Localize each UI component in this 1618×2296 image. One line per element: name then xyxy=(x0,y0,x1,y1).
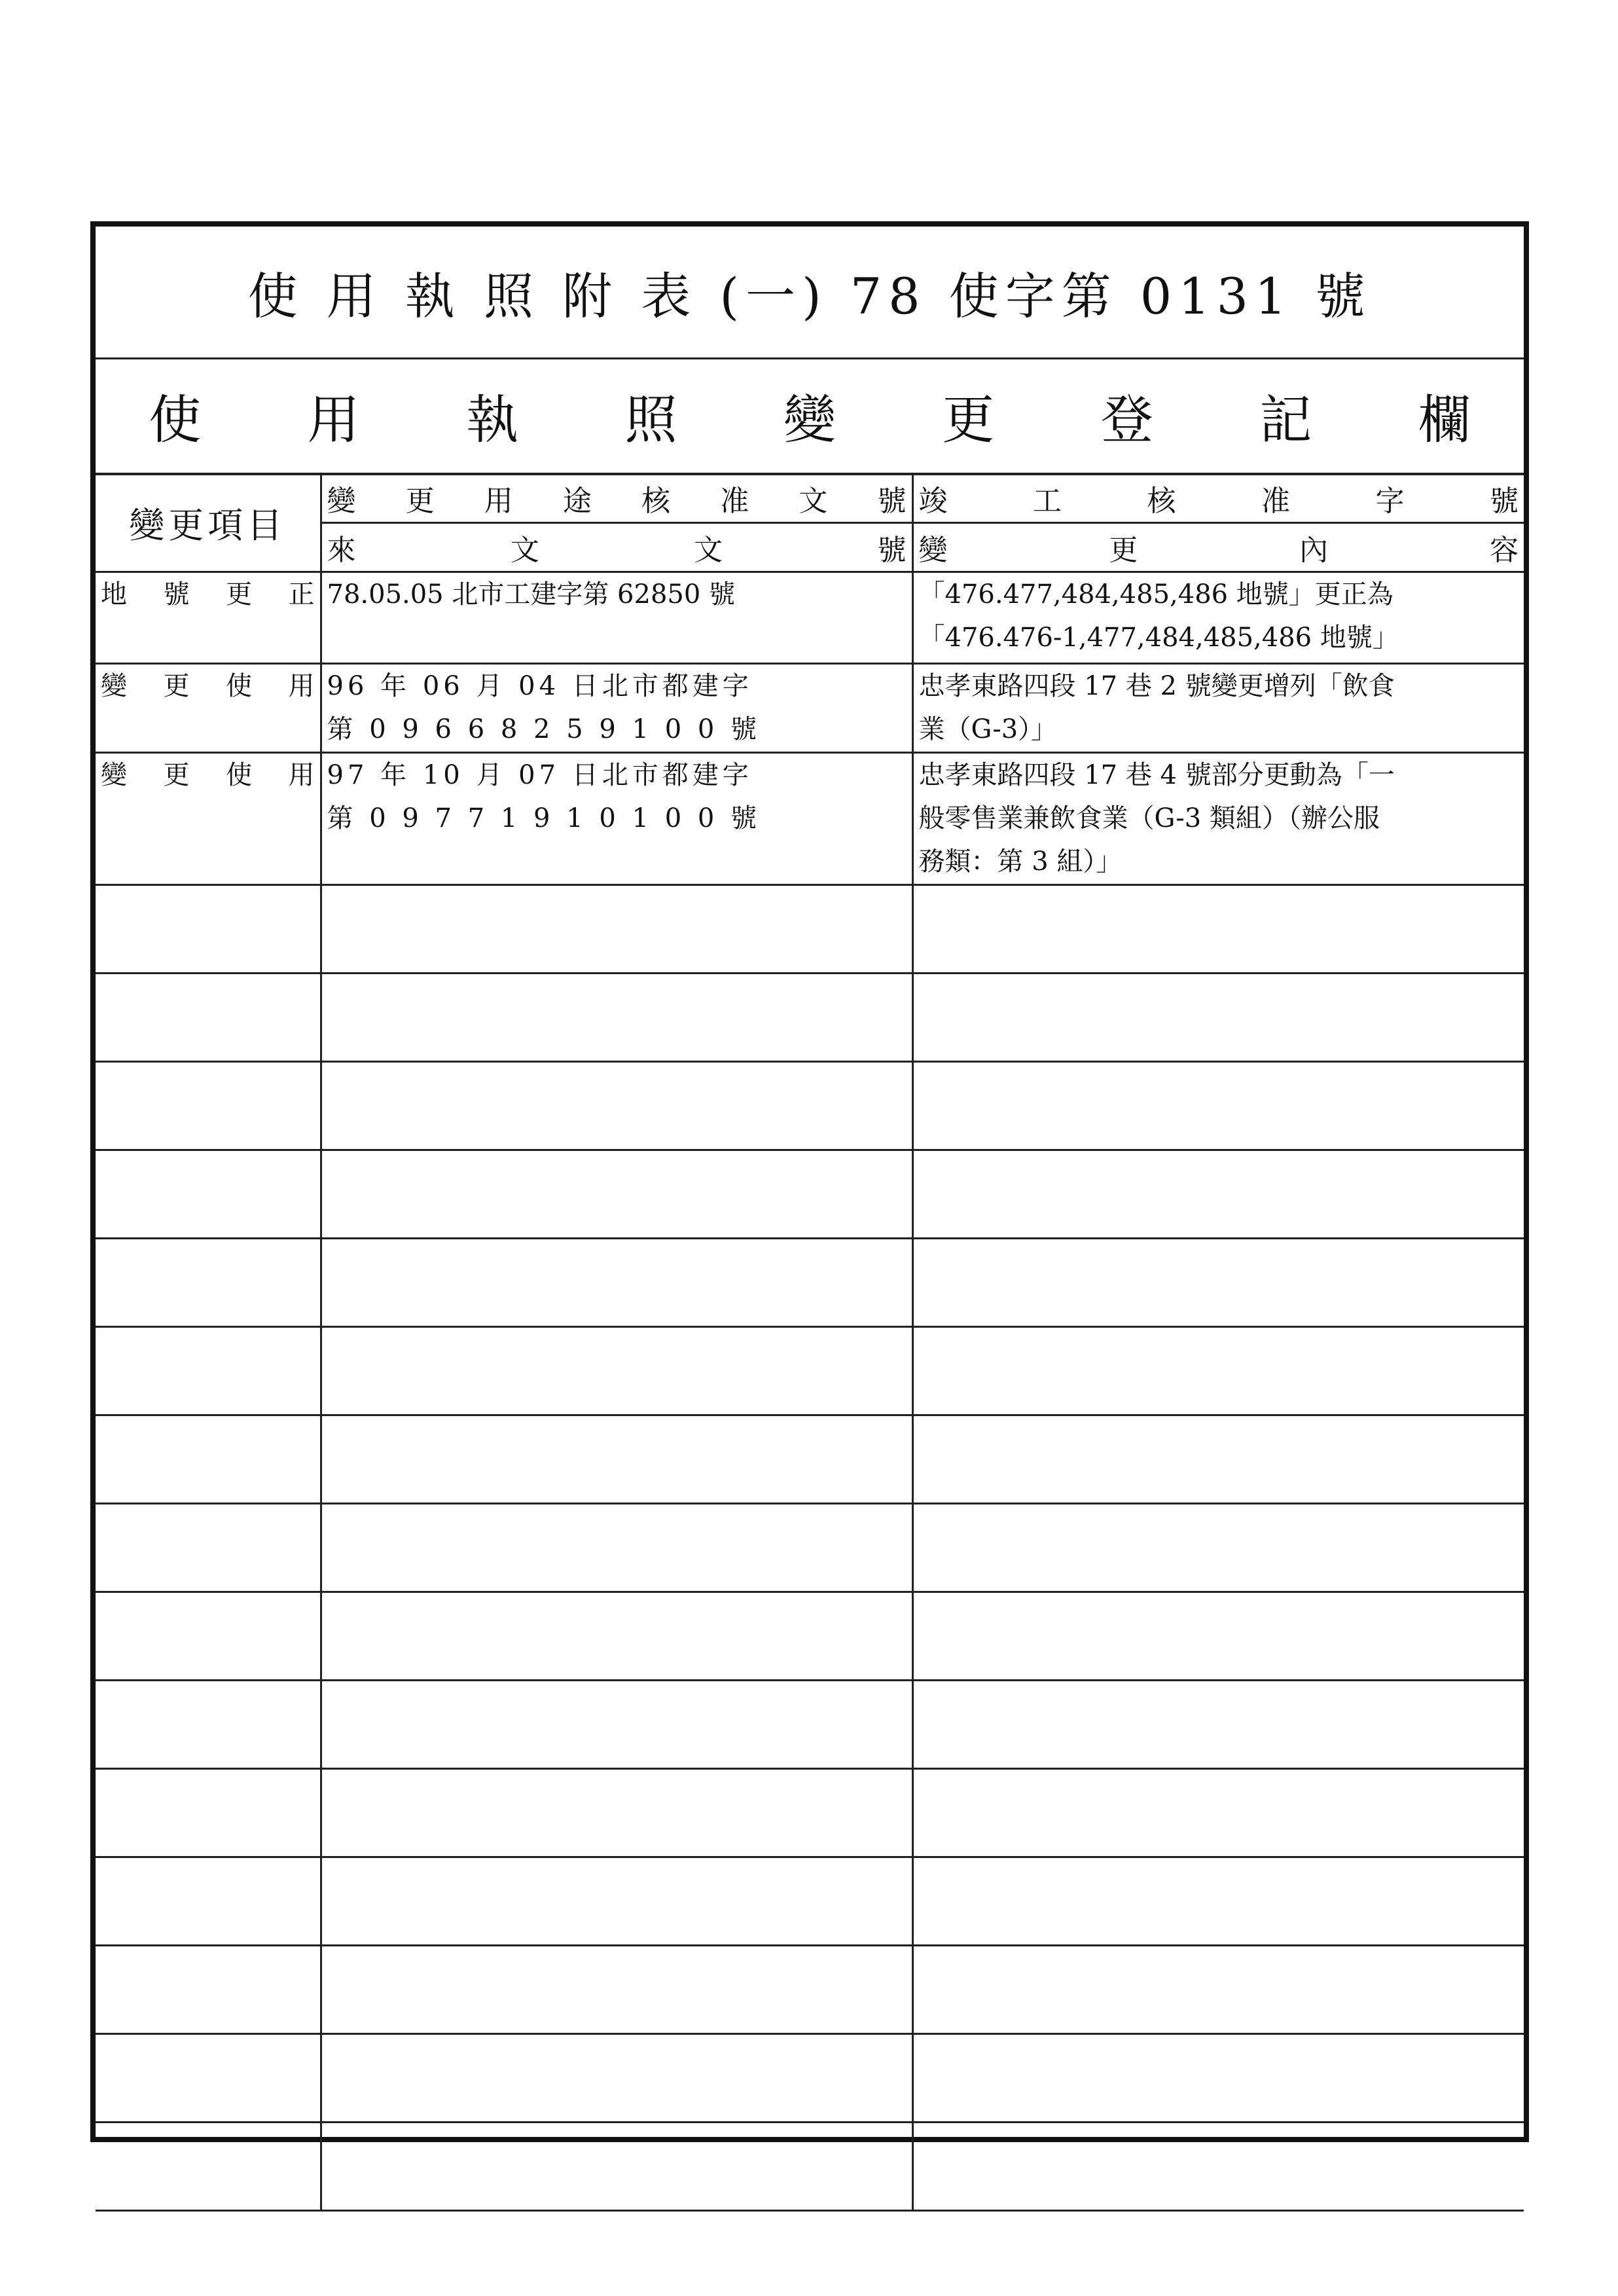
change-item-cell xyxy=(96,753,321,885)
form-frame xyxy=(90,221,1529,2142)
empty-row xyxy=(96,1857,1524,1946)
document-number-cell xyxy=(321,753,912,885)
section-title-char: 登 xyxy=(1100,389,1153,450)
header-char: 更 xyxy=(405,484,435,518)
empty-cell xyxy=(912,1327,1524,1415)
section-title xyxy=(96,357,1524,475)
header-change-content xyxy=(912,523,1524,572)
empty-row xyxy=(96,1681,1524,1769)
empty-cell xyxy=(912,1681,1524,1769)
section-title-char: 記 xyxy=(1259,389,1312,450)
header-completion-no xyxy=(912,474,1524,523)
empty-cell xyxy=(912,1150,1524,1239)
header-char: 工 xyxy=(1033,484,1062,518)
empty-cell xyxy=(321,1681,912,1769)
header-char: 途 xyxy=(562,484,592,518)
empty-cell xyxy=(912,1239,1524,1327)
empty-row xyxy=(96,2123,1524,2211)
empty-cell xyxy=(96,974,321,1062)
item-char: 更 xyxy=(226,579,252,610)
document-number-cell xyxy=(321,572,912,664)
empty-cell xyxy=(96,1504,321,1592)
section-title-char: 執 xyxy=(466,389,519,450)
header-char: 號 xyxy=(1490,484,1519,518)
change-item-cell xyxy=(96,572,321,664)
item-char: 使 xyxy=(226,760,252,790)
header-char: 准 xyxy=(1261,484,1290,518)
empty-row xyxy=(96,1504,1524,1592)
empty-cell xyxy=(96,2034,321,2123)
empty-row xyxy=(96,1946,1524,2034)
header-char: 變 xyxy=(327,484,356,518)
table-header-row xyxy=(96,474,1524,523)
header-char: 來 xyxy=(327,534,356,567)
header-char: 竣 xyxy=(918,484,948,518)
empty-cell xyxy=(321,1062,912,1150)
header-char: 准 xyxy=(720,484,749,518)
document-number-line: 第 0 9 6 6 8 2 5 9 1 0 0 號 xyxy=(327,714,761,744)
item-char: 變 xyxy=(101,671,127,701)
change-content-line: 「476.476-1,477,484,485,486 地號」 xyxy=(918,623,1399,653)
empty-row xyxy=(96,1062,1524,1150)
header-char: 文 xyxy=(510,534,539,567)
empty-cell xyxy=(96,885,321,974)
empty-cell xyxy=(96,1327,321,1415)
item-char: 地 xyxy=(101,579,127,610)
empty-cell xyxy=(912,885,1524,974)
change-content-line: 務類：第 3 組）」 xyxy=(918,847,1123,877)
section-title-char: 照 xyxy=(624,389,677,450)
empty-cell xyxy=(321,1857,912,1946)
change-content-line: 般零售業兼飲食業（G-3 類組）（辦公服 xyxy=(918,803,1380,833)
section-title-char: 使 xyxy=(149,389,202,450)
item-char: 使 xyxy=(226,671,252,701)
empty-row xyxy=(96,1150,1524,1239)
empty-row xyxy=(96,974,1524,1062)
header-char: 變 xyxy=(918,534,948,567)
empty-cell xyxy=(96,1681,321,1769)
document-number-line: 96 年 06 月 04 日北市都建字 xyxy=(327,671,753,701)
header-char: 核 xyxy=(1147,484,1176,518)
change-content-cell xyxy=(912,753,1524,885)
item-char: 用 xyxy=(288,671,315,701)
empty-cell xyxy=(321,1504,912,1592)
empty-cell xyxy=(912,1769,1524,1857)
change-content-cell xyxy=(912,572,1524,664)
empty-cell xyxy=(321,1946,912,2034)
section-title-char: 用 xyxy=(307,389,360,450)
empty-row xyxy=(96,1769,1524,1857)
empty-row xyxy=(96,1239,1524,1327)
section-title-char: 欄 xyxy=(1418,389,1471,450)
empty-cell xyxy=(912,1592,1524,1681)
empty-cell xyxy=(321,974,912,1062)
empty-cell xyxy=(96,1150,321,1239)
header-incoming-doc-no xyxy=(321,523,912,572)
header-char: 內 xyxy=(1299,534,1329,567)
change-content-line: 「476.477,484,485,486 地號」更正為 xyxy=(918,579,1393,610)
item-char: 更 xyxy=(163,671,190,701)
empty-cell xyxy=(321,885,912,974)
empty-cell xyxy=(912,1504,1524,1592)
empty-cell xyxy=(96,1769,321,1857)
empty-cell xyxy=(321,1150,912,1239)
empty-cell xyxy=(321,2123,912,2211)
empty-row xyxy=(96,1415,1524,1504)
item-char: 變 xyxy=(101,760,127,790)
item-char: 正 xyxy=(288,579,315,610)
change-content-line: 業（G-3）」 xyxy=(918,714,1058,744)
empty-cell xyxy=(96,2123,321,2211)
empty-cell xyxy=(96,1415,321,1504)
item-char: 更 xyxy=(163,760,190,790)
header-char: 號 xyxy=(877,484,907,518)
section-title-char: 變 xyxy=(783,389,836,450)
document-title: 使 用 執 照 附 表 (一) 78 使字第 0131 號 xyxy=(96,227,1524,359)
empty-cell xyxy=(912,2123,1524,2211)
change-register-table xyxy=(96,473,1524,2212)
header-char: 核 xyxy=(641,484,671,518)
empty-cell xyxy=(321,1415,912,1504)
empty-cell xyxy=(912,1415,1524,1504)
header-char: 用 xyxy=(484,484,513,518)
document-number-line: 第 0 9 7 7 1 9 1 0 1 0 0 號 xyxy=(327,803,761,833)
section-title-char: 更 xyxy=(942,389,995,450)
empty-cell xyxy=(321,1327,912,1415)
document-number-cell xyxy=(321,664,912,753)
header-char: 號 xyxy=(877,534,907,567)
change-item-cell xyxy=(96,664,321,753)
document-number-line: 97 年 10 月 07 日北市都建字 xyxy=(327,760,753,790)
header-char: 更 xyxy=(1109,534,1138,567)
table-row xyxy=(96,753,1524,885)
empty-row xyxy=(96,2034,1524,2123)
empty-cell xyxy=(96,1062,321,1150)
empty-cell xyxy=(912,1946,1524,2034)
header-char: 文 xyxy=(799,484,828,518)
empty-cell xyxy=(96,1239,321,1327)
empty-cell xyxy=(912,1062,1524,1150)
empty-cell xyxy=(96,1857,321,1946)
empty-cell xyxy=(912,974,1524,1062)
header-change-item: 變更項目 xyxy=(96,474,321,572)
empty-cell xyxy=(321,1239,912,1327)
empty-cell xyxy=(321,2034,912,2123)
change-content-line: 忠孝東路四段 17 巷 2 號變更增列「飲食 xyxy=(918,671,1395,701)
item-char: 號 xyxy=(163,579,190,610)
empty-cell xyxy=(96,1946,321,2034)
empty-row xyxy=(96,1327,1524,1415)
change-content-cell xyxy=(912,664,1524,753)
empty-cell xyxy=(321,1769,912,1857)
table-row xyxy=(96,572,1524,664)
empty-cell xyxy=(912,2034,1524,2123)
empty-cell xyxy=(321,1592,912,1681)
item-char: 用 xyxy=(288,760,315,790)
empty-cell xyxy=(96,1592,321,1681)
header-approval-doc-no xyxy=(321,474,912,523)
document-number-line: 78.05.05 北市工建字第 62850 號 xyxy=(327,579,736,610)
empty-row xyxy=(96,885,1524,974)
header-char: 容 xyxy=(1489,534,1519,567)
empty-row xyxy=(96,1592,1524,1681)
header-char: 字 xyxy=(1375,484,1405,518)
empty-cell xyxy=(912,1857,1524,1946)
header-char: 文 xyxy=(694,534,723,567)
change-content-line: 忠孝東路四段 17 巷 4 號部分更動為「一 xyxy=(918,760,1395,790)
table-row xyxy=(96,664,1524,753)
